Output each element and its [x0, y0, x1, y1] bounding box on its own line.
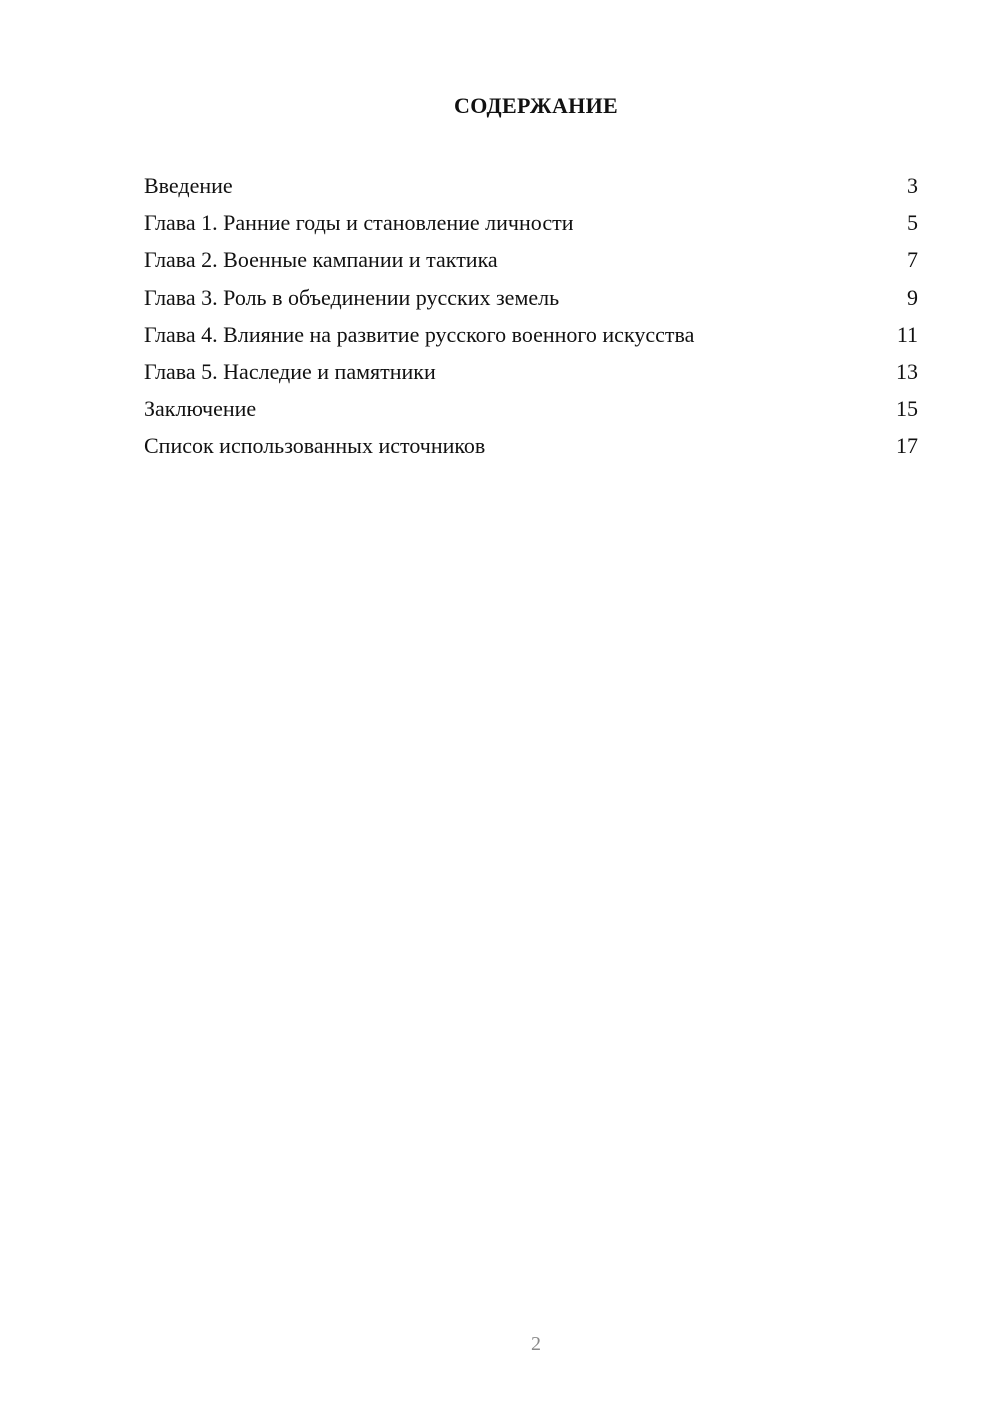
- toc-entry-label: Глава 3. Роль в объединении русских земель: [144, 284, 560, 310]
- toc-entry-label: Глава 5. Наследие и памятники: [144, 358, 436, 384]
- toc-entry-conclusion: [144, 390, 918, 427]
- toc-entry-introduction: [144, 167, 918, 204]
- toc-entry-chapter-4: [144, 316, 918, 353]
- toc-entry-label: Глава 1. Ранние годы и становление личности: [144, 210, 574, 236]
- table-of-contents: [144, 167, 918, 465]
- toc-entry-page: 17: [896, 433, 918, 459]
- toc-entry-label: Введение: [144, 173, 233, 198]
- toc-entry-page: 15: [896, 396, 918, 422]
- toc-entry-chapter-5: [144, 353, 918, 390]
- page-title: СОДЕРЖАНИЕ: [454, 93, 618, 118]
- toc-entry-page: 9: [907, 284, 918, 310]
- page-number: 2: [531, 1333, 541, 1355]
- toc-entry-chapter-3: [144, 279, 918, 316]
- toc-entry-label: Глава 4. Влияние на развитие русского военного искусства: [144, 321, 695, 347]
- toc-entry-chapter-1: [144, 204, 918, 241]
- toc-entry-references: [144, 427, 918, 464]
- toc-entry-page: 3: [907, 173, 918, 198]
- toc-entry-label: Заключение: [144, 396, 257, 422]
- toc-entry-page: 11: [896, 321, 918, 347]
- toc-entry-label: Список использованных источников: [144, 433, 486, 459]
- toc-entry-label: Глава 2. Военные кампании и тактика: [144, 247, 498, 273]
- toc-entry-page: 13: [896, 358, 918, 384]
- toc-entry-page: 7: [907, 247, 918, 273]
- toc-entry-page: 5: [907, 210, 918, 236]
- toc-entry-chapter-2: [144, 241, 918, 278]
